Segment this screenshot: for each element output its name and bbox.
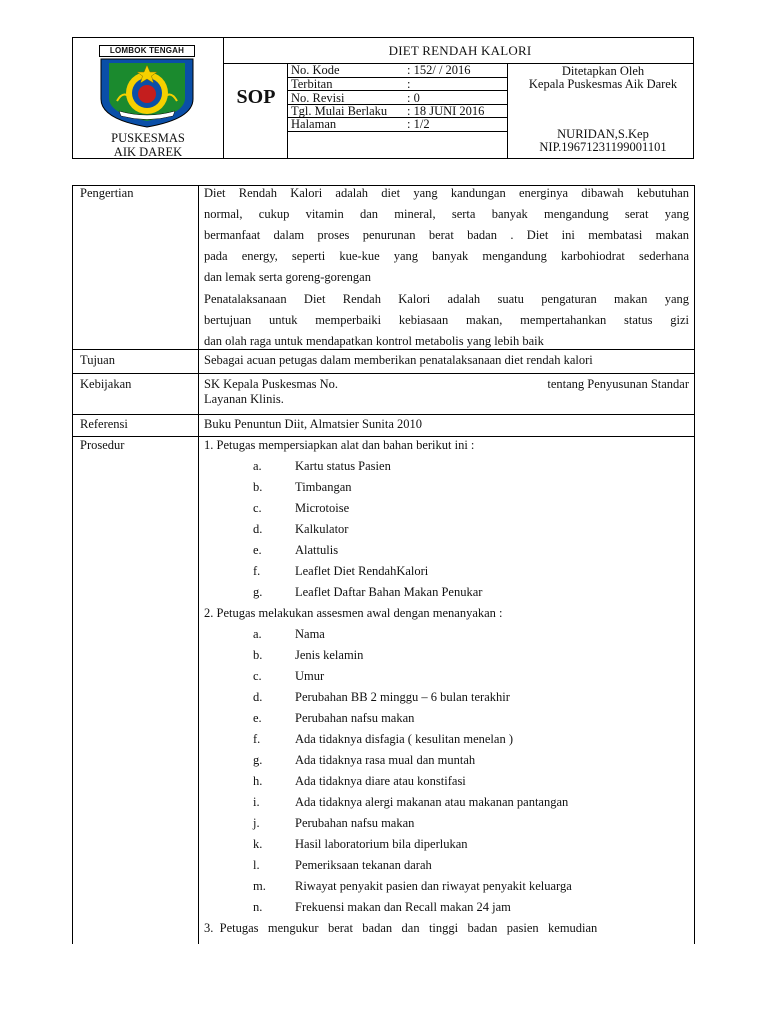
list-letter: a. [253,627,262,641]
kebijakan-line1-right: tentang Penyusunan Standar [547,377,689,391]
meta-key: Tgl. Mulai Berlaku [291,104,388,118]
list-item [204,774,689,795]
text-line: normal, cukup vitamin dan mineral, serta banyak mengandung serat yang [204,207,689,221]
label-referensi: Referensi [80,417,128,431]
list-letter: c. [253,501,262,515]
kebijakan-line2: Layanan Klinis. [204,392,284,406]
text-line: bertujuan untuk memperbaiki kebiasaan makan, mempertahankan status gizi [204,313,689,327]
list-letter: k. [253,837,263,851]
sop-body-table [72,185,695,944]
list-text: Kalkulator [295,522,349,536]
list-item [204,543,689,564]
list-letter: h. [253,774,263,788]
list-letter: f. [253,732,261,746]
list-letter: g. [253,585,263,599]
row-divider [73,373,694,374]
meta-value: : 152/ / 2016 [407,63,471,77]
signer-name: NURIDAN,S.Kep [557,127,649,141]
list-item [204,480,689,501]
list-item [204,459,689,480]
list-text: Ada tidaknya diare atau konstifasi [295,774,466,788]
label-prosedur: Prosedur [80,438,125,452]
list-item [204,669,689,690]
list-item [204,753,689,774]
pengertian-text [204,186,689,346]
logo-band-text: LOMBOK TENGAH [99,45,195,57]
org-name-line2: AIK DAREK [113,145,183,159]
list-letter: l. [253,858,260,872]
list-letter: j. [253,816,260,830]
column-divider [198,186,199,944]
list-letter: e. [253,543,262,557]
list-text: Leaflet Diet RendahKalori [295,564,429,578]
list-letter: n. [253,900,263,914]
list-letter: b. [253,648,263,662]
list-text: Ada tidaknya alergi makanan atau makanan pantangan [295,795,569,809]
list-text: Leaflet Daftar Bahan Makan Penukar [295,585,483,599]
list-letter: m. [253,879,266,893]
text-line: bermanfaat dalam proses penurunan berat badan . Diet ini membatasi makan [204,228,689,242]
list-item [204,564,689,585]
list-item [204,711,689,732]
referensi-text: Buku Penuntun Diit, Almatsier Sunita 2010 [204,417,423,431]
meta-value: : 1/2 [407,117,430,131]
meta-value: : 0 [407,91,420,105]
list-text: Perubahan BB 2 minggu – 6 bulan terakhir [295,690,510,704]
established-by-label: Ditetapkan Oleh [561,64,645,78]
list-item [204,858,689,879]
list-text: Pemeriksaan tekanan darah [295,858,432,872]
list-item [204,690,689,711]
list-item [204,795,689,816]
row-divider [73,349,694,350]
label-kebijakan: Kebijakan [80,377,132,391]
list-item [204,585,689,606]
list-text: Ada tidaknya rasa mual dan muntah [295,753,476,767]
puskesmas-logo [95,43,199,128]
list-letter: d. [253,690,263,704]
list-text: Kartu status Pasien [295,459,391,473]
text-line: pada energy, seperti kue-kue yang banyak mengandung karbohiodrat sederhana [204,249,689,263]
list-text: Hasil laboratorium bila diperlukan [295,837,468,851]
list-item [204,648,689,669]
meta-value: : [407,77,411,91]
label-tujuan: Tujuan [80,353,115,367]
established-by-title: Kepala Puskesmas Aik Darek [528,77,678,91]
header-divider [223,38,224,158]
tujuan-text: Sebagai acuan petugas dalam memberikan penatalaksanaan diet rendah kalori [204,353,593,367]
meta-key: No. Kode [291,63,340,77]
sop-header-table [72,37,694,159]
meta-divider [287,104,507,105]
list-text: Perubahan nafsu makan [295,711,415,725]
row-divider [73,414,694,415]
list-item [204,627,689,648]
prosedur-content [204,438,689,938]
list-letter: d. [253,522,263,536]
list-item [204,501,689,522]
meta-divider [287,131,507,132]
list-item [204,900,689,921]
org-name-line1: PUSKESMAS [111,131,185,145]
sop-label: SOP [236,86,276,108]
kebijakan-line1-left: SK Kepala Puskesmas No. [204,377,339,391]
meta-key: Terbitan [291,77,333,91]
list-letter: b. [253,480,263,494]
kebijakan-text [204,377,689,411]
text-line: dan olah raga untuk mendapatkan kontrol metabolis yang lebih baik [204,334,544,348]
list-text: Microtoise [295,501,350,515]
prosedur-step-1: 1. Petugas mempersiapkan alat dan bahan berikut ini : [204,438,475,452]
list-item [204,522,689,543]
meta-divider [287,77,507,78]
text-line: dan lemak serta goreng-gorengan [204,270,371,284]
text-line: Diet Rendah Kalori adalah diet yang kandungan energinya dibawah kebutuhan [204,186,689,200]
signer-nip: NIP.19671231199001101 [539,140,667,154]
list-text: Umur [295,669,325,683]
meta-key: No. Revisi [291,91,345,105]
meta-value: : 18 JUNI 2016 [407,104,485,118]
meta-divider [287,90,507,91]
list-text: Frekuensi makan dan Recall makan 24 jam [295,900,511,914]
meta-divider [287,117,507,118]
document-title: DIET RENDAH KALORI [388,43,532,58]
text-line: Penatalaksanaan Diet Rendah Kalori adalah suatu pengaturan makan yang [204,292,689,306]
list-text: Jenis kelamin [295,648,364,662]
list-letter: g. [253,753,263,767]
list-item [204,732,689,753]
meta-key: Halaman [291,117,337,131]
list-letter: e. [253,711,262,725]
list-item [204,816,689,837]
list-letter: a. [253,459,262,473]
list-text: Riwayat penyakit pasien dan riwayat penyakit keluarga [295,879,572,893]
list-text: Nama [295,627,325,641]
list-text: Perubahan nafsu makan [295,816,415,830]
list-item [204,837,689,858]
list-letter: c. [253,669,262,683]
label-pengertian: Pengertian [80,186,134,200]
list-text: Timbangan [295,480,352,494]
list-letter: f. [253,564,261,578]
prosedur-step-3: 3. Petugas mengukur berat badan dan tinggi badan pasien kemudian [204,921,598,935]
row-divider [73,436,694,437]
list-text: Ada tidaknya disfagia ( kesulitan menelan ) [295,732,513,746]
list-item [204,879,689,900]
list-text: Alattulis [295,543,339,557]
logo-shield-icon [95,43,199,128]
header-divider [507,63,508,158]
list-letter: i. [253,795,260,809]
prosedur-step-2: 2. Petugas melakukan assesmen awal dengan menanyakan : [204,606,503,620]
